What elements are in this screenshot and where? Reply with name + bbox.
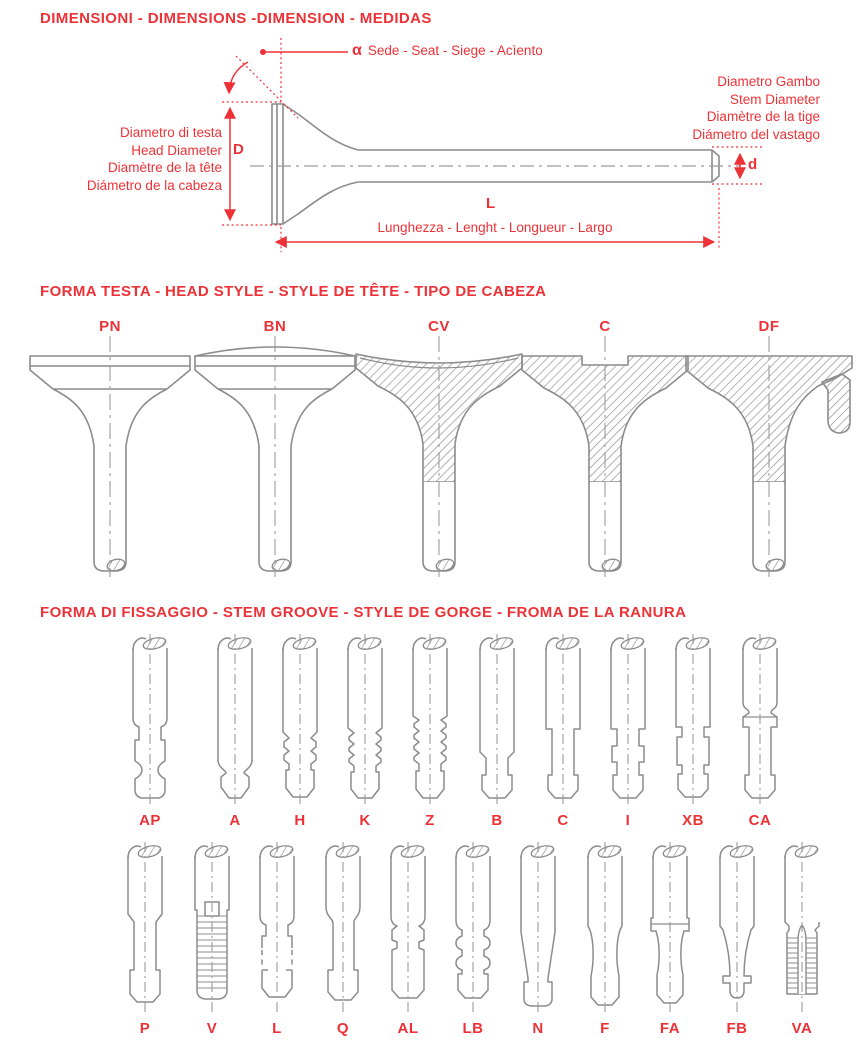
stem-groove-figure-h [265,634,335,812]
head-diameter-label: Diametro di testa Head Diameter Diamètre de la tête Diámetro de la cabeza [86,125,222,193]
stem-groove-label-va: VA [791,1020,813,1037]
stem-groove-figure-va [767,842,837,1020]
stem-groove-label-l: L [272,1020,282,1037]
stem-groove-figure-xb [658,634,728,812]
stem-groove-label-ap: AP [139,812,161,829]
stem-groove-figure-f [570,842,640,1020]
stem-diameter-label: Diametro Gambo Stem Diameter Diamètre de la tige Diámetro del vastago [692,74,820,142]
stem-groove-label-lb: LB [462,1020,484,1037]
stem-groove-figure-k [330,634,400,812]
stem-groove-label-ca: CA [748,812,772,829]
head-styles-title: FORMA TESTA - HEAD STYLE - STYLE DE TÊTE - TIPO DE CABEZA [40,283,547,300]
head-style-figure-df [684,334,854,579]
alpha-symbol: α [352,42,362,59]
stem-groove-label-k: K [359,812,371,829]
stem-groove-figure-l [242,842,312,1020]
head-style-figure-pn [25,334,195,579]
seat-label: Sede - Seat - Siege - Acìento [367,43,543,58]
stem-groove-figure-fb [702,842,772,1020]
stem-grooves-title: FORMA DI FISSAGGIO - STEM GROOVE - STYLE DE GORGE - FROMA DE LA RANURA [40,604,687,621]
stem-groove-figure-v [177,842,247,1020]
stem-groove-label-b: B [491,812,503,829]
length-symbol: L [486,195,496,212]
stem-groove-label-p: P [139,1020,151,1037]
stem-groove-label-n: N [532,1020,544,1037]
stem-groove-label-h: H [294,812,306,829]
head-diameter-symbol: D [233,141,244,158]
stem-groove-figure-b [462,634,532,812]
stem-groove-figure-i [593,634,663,812]
stem-diameter-symbol: d [748,156,758,173]
head-style-figure-cv [354,334,524,579]
head-style-label-df: DF [758,318,780,335]
stem-groove-label-c: C [557,812,569,829]
head-style-label-c: C [599,318,611,335]
stem-groove-label-a: A [229,812,241,829]
length-label: Lunghezza - Lenght - Longueur - Largo [377,220,613,235]
stem-groove-figure-ca [725,634,795,812]
stem-groove-figure-fa [635,842,705,1020]
stem-groove-label-q: Q [336,1020,350,1037]
head-style-figure-c [520,334,690,579]
stem-groove-figure-c [528,634,598,812]
stem-groove-label-v: V [206,1020,218,1037]
seat-annotation [352,42,543,60]
head-style-label-bn: BN [263,318,287,335]
dimensions-title: DIMENSIONI - DIMENSIONS -DIMENSION - MEDIDAS [40,10,432,27]
head-style-label-pn: PN [99,318,121,335]
stem-groove-figure-n [503,842,573,1020]
stem-groove-figure-al [373,842,443,1020]
head-style-label-cv: CV [428,318,450,335]
stem-groove-figure-ap [115,634,185,812]
stem-groove-label-xb: XB [682,812,704,829]
stem-groove-label-al: AL [397,1020,419,1037]
stem-groove-figure-lb [438,842,508,1020]
stem-groove-figure-p [110,842,180,1020]
stem-groove-label-fb: FB [726,1020,748,1037]
stem-groove-figure-a [200,634,270,812]
head-style-figure-bn [190,334,360,579]
stem-groove-label-z: Z [425,812,435,829]
stem-groove-label-fa: FA [659,1020,681,1037]
stem-groove-label-i: I [625,812,631,829]
stem-groove-figure-q [308,842,378,1020]
stem-groove-figure-z [395,634,465,812]
stem-groove-label-f: F [600,1020,610,1037]
